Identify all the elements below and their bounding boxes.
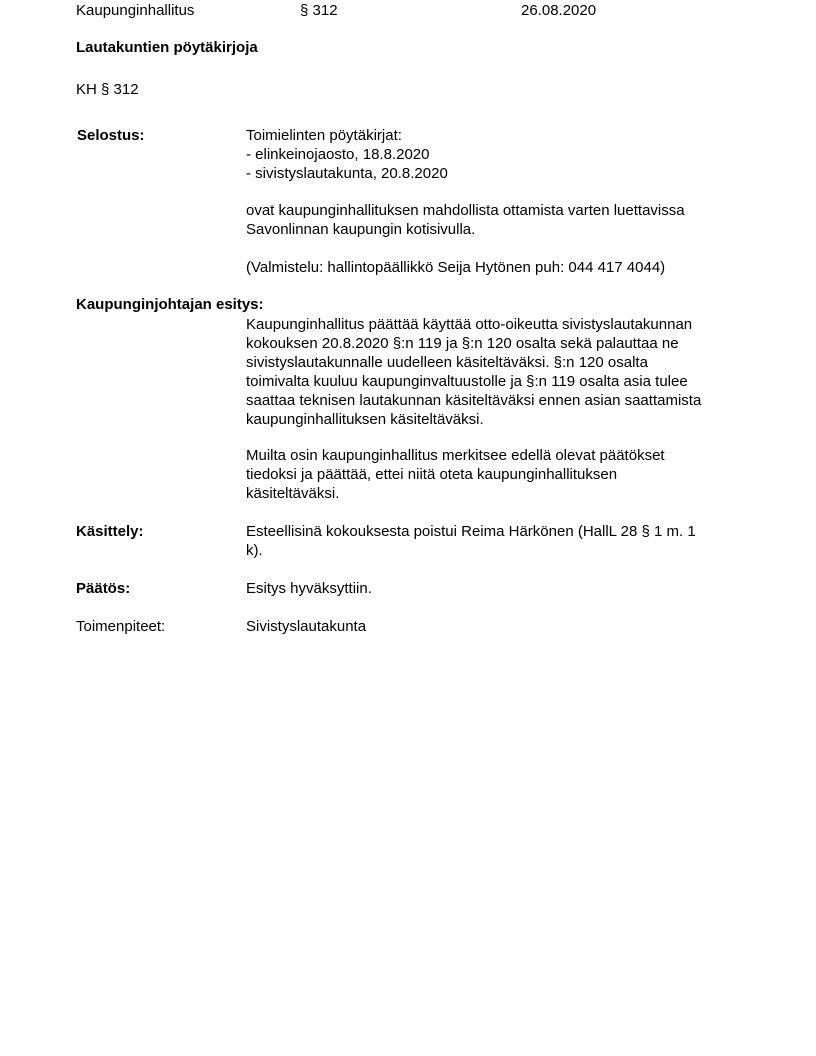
kasittely-line: Esteellisinä kokouksesta poistui Reima Härkönen (HallL 28 § 1 m. 1 [246, 523, 696, 540]
header-date: 26.08.2020 [521, 2, 597, 19]
selostus-line: - sivistyslautakunta, 20.8.2020 [246, 165, 448, 182]
section-reference: KH § 312 [76, 81, 139, 98]
header-section-number: § 312 [300, 2, 338, 19]
selostus-para2-line: ovat kaupunginhallituksen mahdollista ottamista varten luettavissa [246, 202, 685, 219]
esitys-para2-line: käsiteltäväksi. [246, 485, 340, 502]
preparer-line: (Valmistelu: hallintopäällikkö Seija Hytönen puh: 044 417 4044) [246, 259, 666, 276]
document-title: Lautakuntien pöytäkirjoja [76, 39, 258, 56]
esitys-para2-line: Muilta osin kaupunginhallitus merkitsee edellä olevat päätökset [246, 447, 665, 464]
esitys-label: Kaupunginjohtajan esitys: [76, 296, 264, 313]
selostus-line: Toimielinten pöytäkirjat: [246, 127, 402, 144]
selostus-line: - elinkeinojaosto, 18.8.2020 [246, 146, 430, 163]
esitys-para1-line: kaupunginhallituksen käsiteltäväksi. [246, 411, 484, 428]
esitys-para2-line: tiedoksi ja päättää, ettei niitä oteta kaupunginhallituksen [246, 466, 618, 483]
selostus-paragraph-2 [246, 201, 746, 239]
esitys-para1-line: kokouksen 20.8.2020 §:n 119 ja §:n 120 osalta sekä palauttaa ne [246, 335, 679, 352]
toimenpiteet-label: Toimenpiteet: [76, 618, 166, 635]
selostus-content [246, 126, 746, 183]
selostus-label: Selostus: [77, 127, 145, 144]
esitys-paragraph-2 [246, 446, 746, 503]
esitys-para1-line: sivistyslautakunnalle uudelleen käsiteltäväksi. §:n 120 osalta [246, 354, 648, 371]
header-body-name: Kaupunginhallitus [76, 2, 195, 19]
paatos-text: Esitys hyväksyttiin. [246, 580, 372, 597]
kasittely-content [246, 522, 746, 560]
selostus-preparer [246, 258, 746, 277]
selostus-para2-line: Savonlinnan kaupungin kotisivulla. [246, 221, 476, 238]
kasittely-label: Käsittely: [76, 523, 144, 540]
esitys-para1-line: toimivalta kuuluu kaupunginvaltuustolle ja §:n 119 osalta asia tulee [246, 373, 688, 390]
paatos-label: Päätös: [76, 580, 131, 597]
esitys-para1-line: saattaa teknisen lautakunnan käsiteltäväksi ennen asian saattamista [246, 392, 702, 409]
esitys-paragraph-1 [246, 315, 746, 429]
toimenpiteet-text: Sivistyslautakunta [246, 618, 367, 635]
kasittely-line: k). [246, 542, 263, 559]
esitys-para1-line: Kaupunginhallitus päättää käyttää otto-oikeutta sivistyslautakunnan [246, 316, 693, 333]
